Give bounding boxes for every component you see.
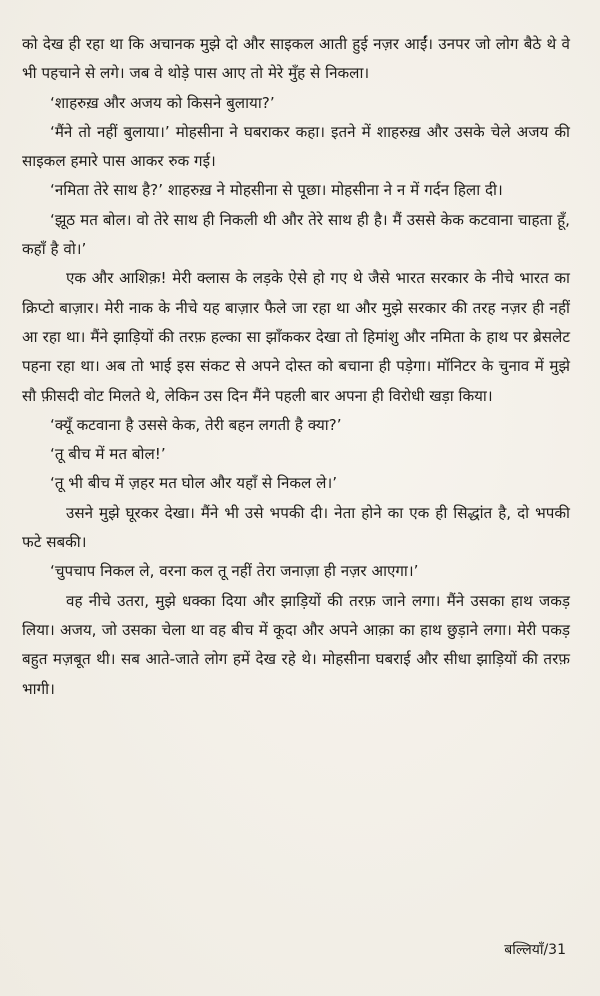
paragraph-7: ‘क्यूँ कटवाना है उससे केक, तेरी बहन लगती है क्या?’: [50, 415, 342, 434]
paragraph-6: एक और आशिक़! मेरी क्लास के लड़के ऐसे हो गए थे जैसे भारत सरकार के नीचे भारत का क्रिप्टो बाज़ार। मेरी नाक के नीचे यह बाज़ार फैले जा रहा था और मुझे सरकार की तरह नज़र ही नहीं आ रहा था। मैंने झाड़ियों की तरफ़ हल्का सा झाँककर देखा तो हिमांशु और नमिता के हाथ पर ब्रेसलेट पहना रहा था। अब तो भाई इस संकट से अपने दोस्त को बचाना ही पड़ेगा। मॉनिटर के चुनाव में मुझे सौ फ़ीसदी वोट मिलते थे, लेकिन उस दिन मैंने पहली बार अपना ही विरोधी खड़ा किया।: [22, 269, 570, 405]
paragraph-8: ‘तू बीच में मत बोल!’: [50, 445, 166, 464]
paragraph-1: को देख ही रहा था कि अचानक मुझे दो और साइकल आती हुई नज़र आईं। उनपर जो लोग बैठे थे वे भी पहचाने से लगे। जब वे थोड़े पास आए तो मेरे मुँह से निकला।: [22, 35, 570, 83]
page-footer-number: बल्लियाँ/31: [504, 942, 566, 958]
paragraph-5: ‘झूठ मत बोल। वो तेरे साथ ही निकली थी और तेरे साथ ही है। मैं उससे केक कटवाना चाहता हूँ, कहाँ है वो।’: [22, 210, 570, 259]
paragraph-11: ‘चुपचाप निकल ले, वरना कल तू नहीं तेरा जनाज़ा ही नज़र आएगा।’: [50, 562, 419, 581]
paragraph-4: ‘नमिता तेरे साथ है?’ शाहरुख़ ने मोहसीना से पूछा। मोहसीना ने न में गर्दन हिला दी।: [50, 181, 503, 200]
paragraph-9: ‘तू भी बीच में ज़हर मत घोल और यहाँ से निकल ले।’: [50, 474, 338, 493]
paragraph-2: ‘शाहरुख़ और अजय को किसने बुलाया?’: [50, 93, 275, 112]
paragraph-3: ‘मैंने तो नहीं बुलाया।’ मोहसीना ने घबराकर कहा। इतने में शाहरुख़ और उसके चेले अजय की साइकल हमारे पास आकर रुक गई।: [22, 122, 570, 171]
page-body-text: [22, 30, 570, 704]
paragraph-12: वह नीचे उतरा, मुझे धक्का दिया और झाड़ियों की तरफ़ जाने लगा। मैंने उसका हाथ जकड़ लिया। अजय, जो उसका चेला था वह बीच में कूदा और अपने आक़ा का हाथ छुड़ाने लगा। मेरी पकड़ बहुत मज़बूत थी। सब आते-जाते लोग हमें देख रहे थे। मोहसीना घबराई और सीधा झाड़ियों की तरफ़ भागी।: [22, 591, 570, 698]
paragraph-10: उसने मुझे घूरकर देखा। मैंने भी उसे भपकी दी। नेता होने का एक ही सिद्धांत है, दो भपकी फटे सबकी।: [22, 503, 570, 552]
